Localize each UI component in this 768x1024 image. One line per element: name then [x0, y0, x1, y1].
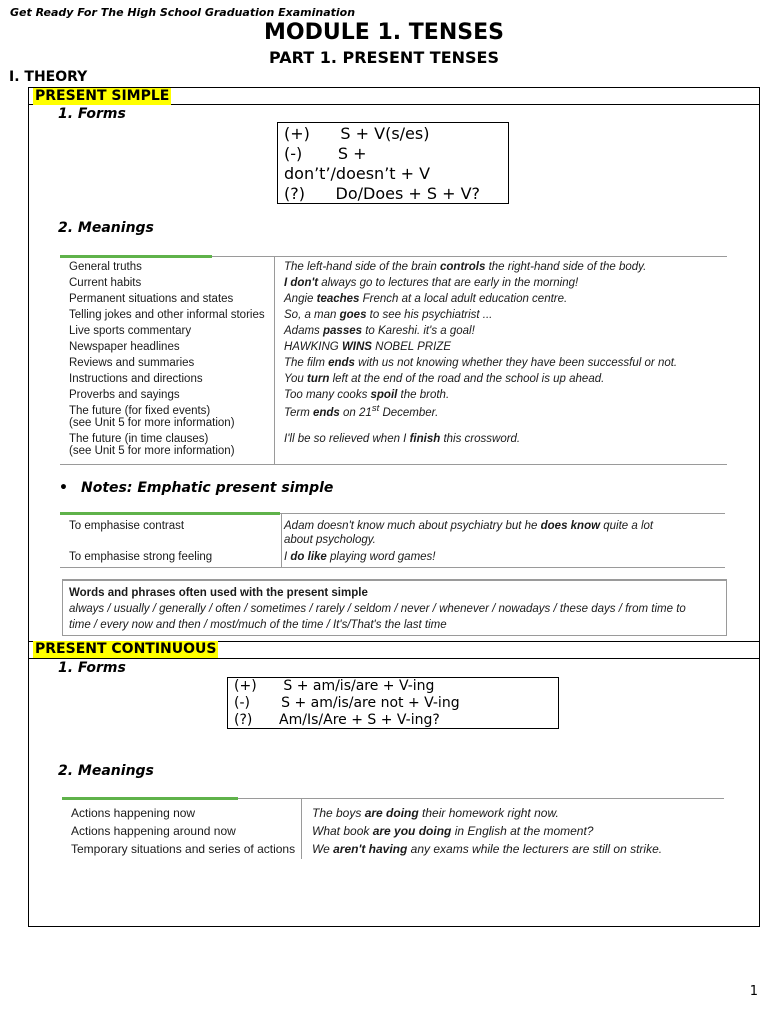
- meaning-example: HAWKING WINS NOBEL PRIZE: [284, 341, 452, 353]
- emphatic-table: [60, 513, 725, 568]
- meaning-use: Actions happening now: [71, 806, 196, 820]
- form-question: (?) Do/Does + S + V?: [284, 184, 481, 203]
- form-question: (?) Am/Is/Are + S + V-ing?: [234, 712, 440, 728]
- page-number: 1: [749, 984, 758, 999]
- section-divider: [28, 658, 759, 659]
- meaning-example: What book are you doing in English at the moment?: [312, 824, 594, 838]
- meaning-example: I'll be so relieved when I finish this crossword.: [284, 433, 521, 445]
- meaning-example: The boys are doing their homework right now.: [312, 806, 559, 820]
- meaning-example: Angie teaches French at a local adult education centre.: [284, 293, 568, 305]
- meaning-example: You turn left at the end of the road and the school is up ahead.: [284, 373, 605, 385]
- meaning-use: The future (for fixed events) (see Unit 5 for more information): [69, 405, 235, 429]
- meaning-example: I don't always go to lectures that are early in the morning!: [284, 277, 579, 289]
- meaning-use: Proverbs and sayings: [69, 389, 180, 401]
- forms-title: 1. Forms: [58, 106, 126, 122]
- meaning-example: So, a man goes to see his psychiatrist ...: [284, 309, 493, 321]
- emphatic-use: To emphasise strong feeling: [69, 551, 213, 563]
- meaning-use: Actions happening around now: [71, 824, 236, 838]
- meaning-use: Live sports commentary: [69, 325, 192, 337]
- present-continuous-meanings-table: [62, 798, 724, 859]
- running-header: Get Ready For The High School Graduation Examination: [10, 6, 356, 19]
- meaning-use: Telling jokes and other informal stories: [69, 309, 265, 321]
- meaning-use: Instructions and directions: [69, 373, 203, 385]
- meaning-example: Too many cooks spoil the broth.: [284, 389, 450, 401]
- meaning-example: We aren't having any exams while the lecturers are still on strike.: [312, 842, 663, 856]
- notes-bullet: •: [59, 480, 68, 496]
- meaning-example: The film ends with us not knowing whether they have been successful or not.: [284, 357, 678, 369]
- meaning-example: The left-hand side of the brain controls the right-hand side of the body.: [284, 261, 647, 273]
- meaning-example: Adams passes to Kareshi. it's a goal!: [284, 325, 475, 337]
- meaning-use: Reviews and summaries: [69, 357, 195, 369]
- notes-title: Notes: Emphatic present simple: [81, 480, 334, 496]
- emphatic-use: To emphasise contrast: [69, 520, 185, 532]
- form-negative: (-) S +: [284, 144, 367, 163]
- form-negative: (-) S + am/is/are not + V-ing: [234, 695, 460, 711]
- present-continuous-heading: PRESENT CONTINUOUS: [35, 641, 217, 657]
- emphatic-example-cont: about psychology.: [284, 534, 376, 546]
- meaning-use: The future (in time clauses) (see Unit 5 for more information): [69, 433, 235, 457]
- section-heading: I. THEORY: [9, 69, 88, 85]
- words-title: Words and phrases often used with the present simple: [69, 587, 368, 599]
- part-title: PART 1. PRESENT TENSES: [268, 48, 500, 67]
- emphatic-example: I do like playing word games!: [284, 551, 436, 563]
- form-affirmative: (+) S + V(s/es): [284, 124, 430, 143]
- forms-title: 1. Forms: [58, 660, 126, 676]
- present-continuous-forms-box: [227, 677, 559, 729]
- meaning-use: General truths: [69, 261, 142, 273]
- meanings-title: 2. Meanings: [58, 763, 154, 779]
- words-phrases-box: [62, 579, 727, 636]
- meanings-title: 2. Meanings: [58, 220, 154, 236]
- meaning-use: Temporary situations and series of actions: [71, 842, 296, 856]
- emphatic-example: Adam doesn't know much about psychiatry but he does know quite a lot: [284, 520, 654, 532]
- meaning-example: Term ends on 21st December.: [284, 403, 439, 419]
- meaning-use: Permanent situations and states: [69, 293, 234, 305]
- module-title: MODULE 1. TENSES: [264, 20, 504, 45]
- words-list-cont: time / every now and then / most/much of the time / It's/That's the last time: [69, 619, 447, 631]
- words-list: always / usually / generally / often / sometimes / rarely / seldom / never / whenever / nowadays / these days / from time to: [69, 603, 686, 615]
- present-simple-meanings-table: [60, 256, 727, 465]
- meaning-use: Current habits: [69, 277, 142, 289]
- present-simple-forms-box: [277, 122, 509, 204]
- present-simple-heading: PRESENT SIMPLE: [35, 88, 170, 104]
- form-affirmative: (+) S + am/is/are + V-ing: [234, 678, 435, 694]
- form-negative-cont: don’t’/doesn’t + V: [284, 164, 431, 183]
- meaning-use: Newspaper headlines: [69, 341, 180, 353]
